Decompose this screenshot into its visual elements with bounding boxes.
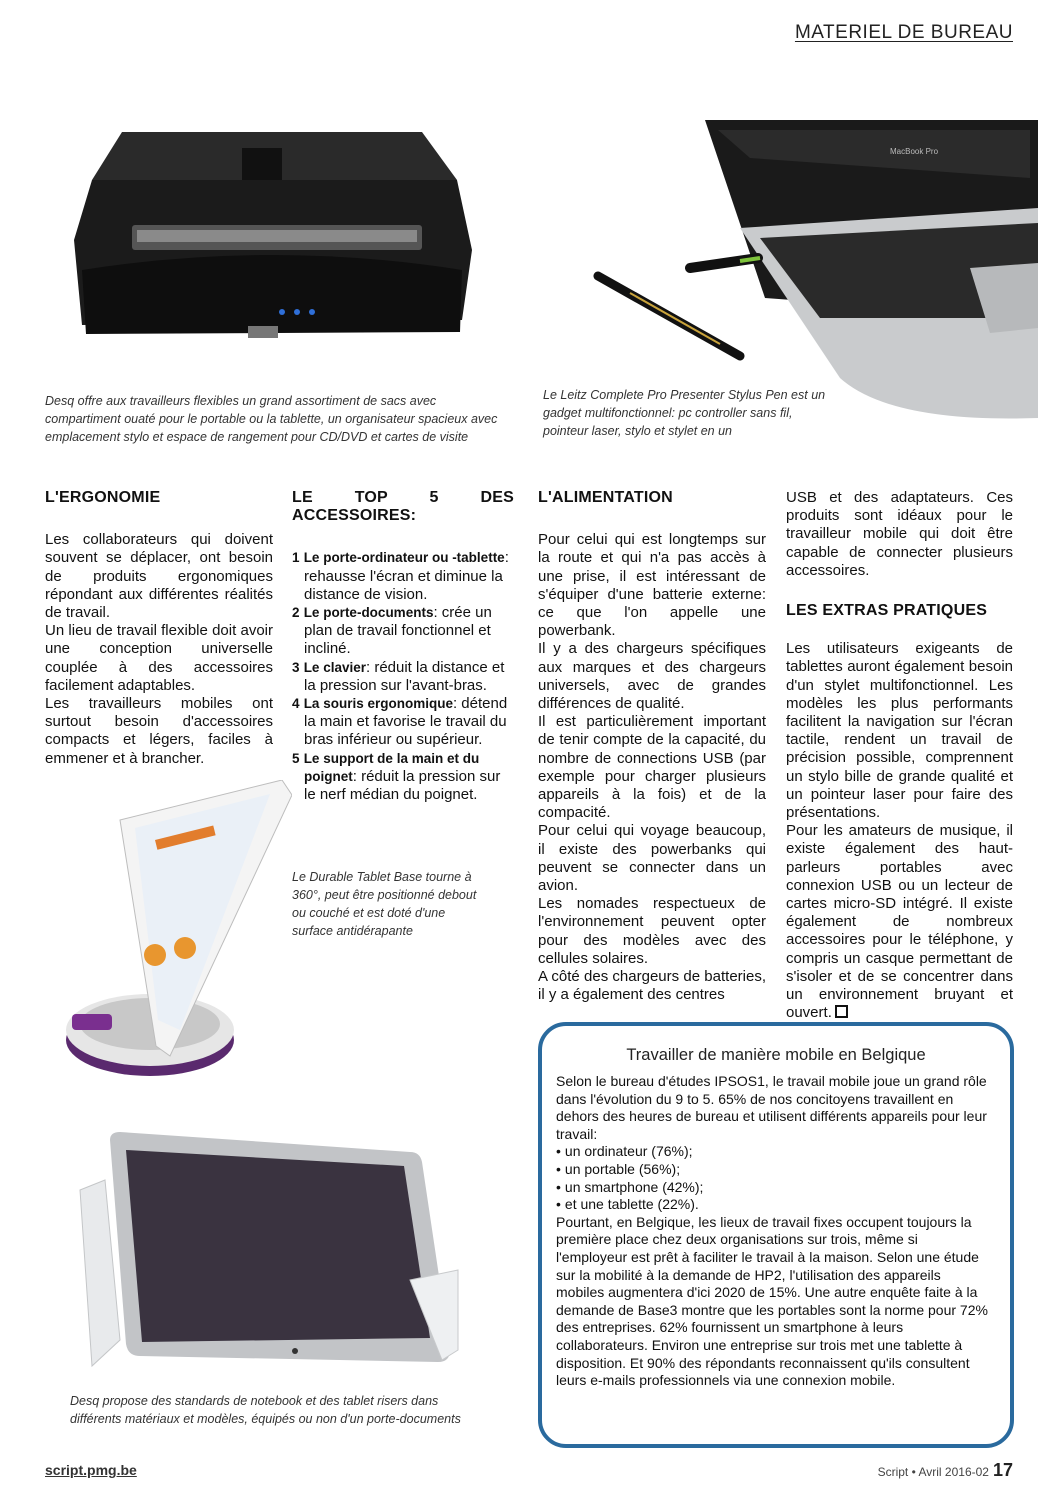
list-item: 2 Le porte-documents: crée un plan de travail fonctionnel et incliné. — [292, 604, 492, 658]
alimentation-paragraph: Pour celui qui voyage beaucoup, il existe des powerbanks qui peuvent se connecter dans un avion. — [538, 822, 766, 895]
footer-issue — [878, 1460, 1013, 1481]
page-number: 17 — [992, 1460, 1013, 1480]
ergonomie-column — [45, 489, 273, 768]
issue-label: Script • Avril 2016-02 — [877, 1465, 989, 1479]
list-item: • et une tablette (22%). — [556, 1196, 992, 1214]
extras-heading: LES EXTRAS PRATIQUES — [786, 602, 988, 620]
footer-site-link[interactable]: script.pmg.be — [45, 1462, 137, 1478]
tablet-riser-caption: Desq propose des standards de notebook et des tablet risers dans différents matériaux et modèles, équipés ou non d'un porte-documents — [70, 1394, 461, 1426]
ergonomie-paragraph: Les collaborateurs qui doivent souvent se déplacer, ont besoin de produits ergonomiques répondant aux différentes réalités de travail. — [45, 531, 273, 622]
alimentation-paragraph: Il est particulièrement important de tenir compte de la capacité, du nombre de connections USB (par exemple pour charger plusieurs appareils à la fois) et de la compacité. — [538, 713, 766, 822]
list-item: 4 La souris ergonomique: détend la main et favorise le travail du bras inférieur ou supérieur. — [292, 695, 508, 749]
alimentation-paragraph: A côté des chargeurs de batteries, il y a également des centres — [538, 968, 766, 1004]
alimentation-column — [538, 489, 766, 1004]
info-box-list — [556, 1143, 992, 1213]
top5-heading: LE TOP 5 DES ACCESSOIRES: — [292, 489, 514, 525]
ergonomie-heading: L'ERGONOMIE — [45, 489, 161, 506]
top5-list — [292, 549, 514, 804]
info-box-outro: Pourtant, en Belgique, les lieux de travail fixes occupent toujours la première place chez deux organisations sur trois, même si l'employeur est prêt à faciliter le travail à la maison. Selon une étude sur la mobilité à la demande de HP2, l'utilisation des appareils mobiles augmentera d'ici 2020 de 15%. Une autre enquête faite à la demande de Base3 montre que les portables sont la norme pour 72% des entreprises. 62% fournissent un smartphone à leurs collaborateurs. Environ une entreprise sur trois met une tablette à disposition. Et 90% des répondants reconnaissent qu'ils consultent leurs e-mails professionnels via une connexion mobile. — [556, 1213, 988, 1389]
top5-column — [292, 489, 514, 804]
info-box-intro: Selon le bureau d'études IPSOS1, le travail mobile joue un grand rôle dans l'évolution du 9 to 5. 65% de nos concitoyens travaillent en dehors des heures de bureau et utilisent différents appareils pour leur travail: — [556, 1073, 987, 1142]
belgium-info-box — [538, 1022, 1014, 1448]
extras-paragraph: Les utilisateurs exigeants de tablettes auront également besoin d'un stylet multifonctionnel. Les modèles les plus performants facilitent la navigation sur l'écran tactile, rendent un travail de précision possible, comprennent un stylo bille de grande qualité et un pointeur laser pour faire des présentations. — [786, 640, 1013, 822]
alimentation-paragraph: Il y a des chargeurs spécifiques aux marques et des chargeurs universels, avec de grandes différences de qualité. — [538, 640, 766, 713]
ergonomie-paragraph: Les travailleurs mobiles ont surtout besoin d'accessoires compacts et légers, faciles à emmener et à brancher. — [45, 695, 273, 767]
extras-paragraph: Pour les amateurs de musique, il existe également des haut-parleurs portables avec connexion USB ou un lecteur de cartes micro-SD intégré. Il existe également de nombreux accessoires pour le téléphone, y compris un casque permettant de s'isoler et de se concentrer dans un environnement bruyant et ouvert. — [786, 822, 1013, 1022]
pen-caption: Le Leitz Complete Pro Presenter Stylus Pen est un gadget multifonctionnel: pc controller sans fil, pointeur laser, stylo et stylet en un — [543, 388, 826, 438]
ergonomie-paragraph: Un lieu de travail flexible doit avoir une conception universelle couplée à des accessoires facilement adaptables. — [45, 622, 273, 694]
bag-caption: Desq offre aux travailleurs flexibles un grand assortiment de sacs avec compartiment ouaté pour le portable ou la tablette, un organisateur spacieux avec emplacement stylo et espace de rangement pour CD/DVD et cartes de visite — [45, 394, 498, 444]
list-item: • un ordinateur (76%); — [556, 1143, 992, 1161]
extras-column — [786, 489, 1013, 1022]
list-item: • un portable (56%); — [556, 1161, 992, 1179]
tablet-base-caption: Le Durable Tablet Base tourne à 360°, peut être positionné debout ou couché et est doté d'une surface antidérapante — [292, 870, 477, 938]
alimentation-continuation: USB et des adaptateurs. Ces produits sont idéaux pour le travailleur mobile qui doit être capable de connecter plusieurs accessoires. — [786, 489, 1013, 579]
info-box-title: Travailler de manière mobile en Belgique — [626, 1046, 926, 1064]
section-header: MATERIEL DE BUREAU — [794, 22, 1013, 43]
list-item: 3 Le clavier: réduit la distance et la pression sur l'avant-bras. — [292, 658, 505, 694]
alimentation-heading: L'ALIMENTATION — [538, 489, 673, 506]
list-item: 5 Le support de la main et du poignet: réduit la pression sur le nerf médian du poignet. — [292, 750, 501, 804]
alimentation-paragraph: Les nomades respectueux de l'environnement peuvent opter pour des modèles avec des cellules solaires. — [538, 895, 766, 967]
alimentation-paragraph: Pour celui qui est longtemps sur la route et qui n'a pas accès à une prise, il est intéressant de s'équiper d'une batterie externe: ce que l'on appelle une powerbank. — [538, 531, 766, 640]
tablet-riser-image — [70, 1130, 460, 1370]
laptop-pen-image — [590, 118, 1038, 430]
laptop-brand-label: MacBook Pro — [890, 147, 939, 156]
list-item: 1 Le porte-ordinateur ou -tablette: rehausse l'écran et diminue la distance de vision. — [292, 549, 509, 603]
list-item: • un smartphone (42%); — [556, 1179, 992, 1197]
info-box-body — [556, 1073, 992, 1390]
end-of-article-icon — [835, 1005, 848, 1018]
briefcase-image — [62, 120, 482, 360]
tablet-base-image — [60, 780, 292, 1086]
